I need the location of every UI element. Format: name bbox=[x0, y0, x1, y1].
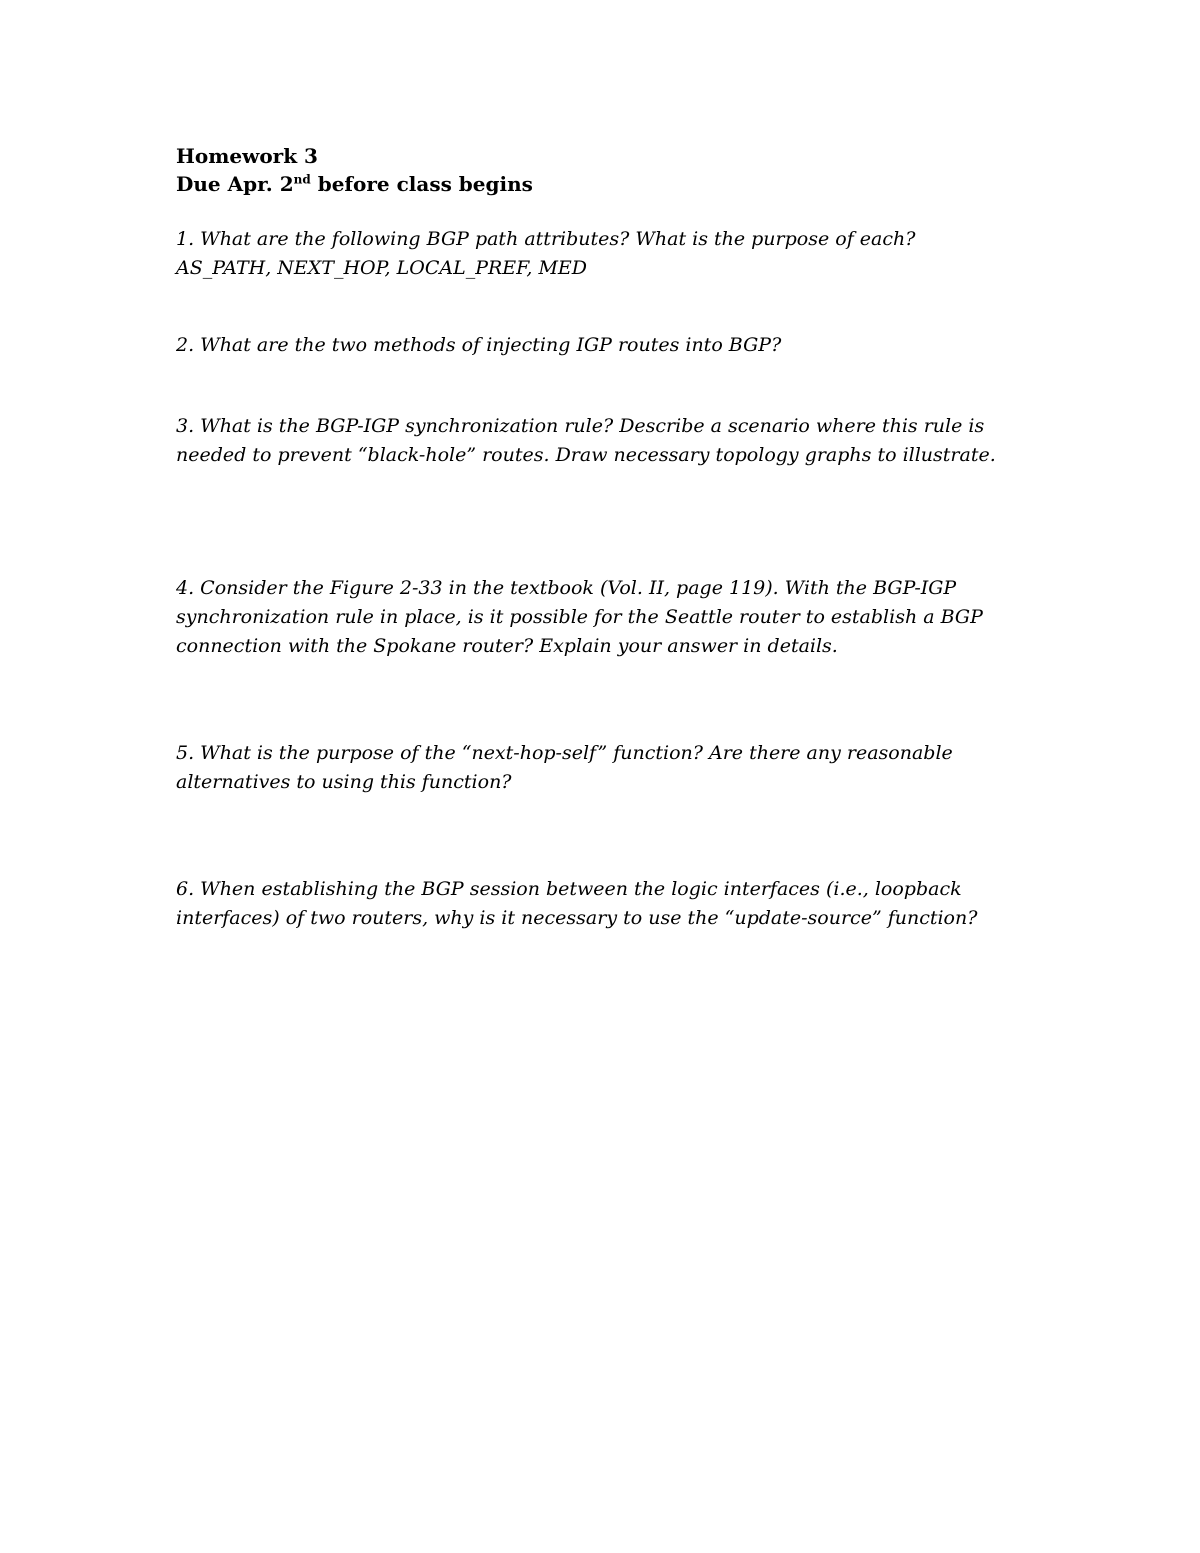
question-5 bbox=[176, 739, 1016, 797]
question-4 bbox=[176, 574, 1016, 661]
due-date-suffix: before class begins bbox=[310, 172, 533, 196]
question-5-line-2: alternatives to using this function? bbox=[176, 771, 512, 793]
question-4-line-3: connection with the Spokane router? Explain your answer in details. bbox=[176, 635, 838, 657]
question-3-line-2: needed to prevent “black-hole” routes. Draw necessary topology graphs to illustrate. bbox=[176, 444, 996, 466]
question-6-line-2: interfaces) of two routers, why is it necessary to use the “update-source” function? bbox=[176, 907, 978, 929]
question-1-line-2: AS_PATH, NEXT_HOP, LOCAL_PREF, MED bbox=[176, 257, 588, 279]
homework-title: Homework 3 bbox=[176, 144, 318, 168]
question-4-line-1: 4. Consider the Figure 2-33 in the textbook (Vol. II, page 119). With the BGP-IGP bbox=[176, 577, 957, 599]
question-2 bbox=[176, 331, 1016, 360]
question-3-line-1: 3. What is the BGP-IGP synchronization rule? Describe a scenario where this rule is bbox=[176, 415, 985, 437]
question-2-line-1: 2. What are the two methods of injecting IGP routes into BGP? bbox=[176, 334, 782, 356]
question-3 bbox=[176, 412, 1016, 470]
question-6 bbox=[176, 875, 1016, 933]
due-date-prefix: Due Apr. 2 bbox=[176, 172, 294, 196]
due-date bbox=[176, 170, 1016, 198]
question-1-line-1: 1. What are the following BGP path attributes? What is the purpose of each? bbox=[176, 228, 916, 250]
due-date-superscript: nd bbox=[293, 172, 311, 187]
question-1 bbox=[176, 225, 1016, 283]
question-4-line-2: synchronization rule in place, is it possible for the Seattle router to establish a BGP bbox=[176, 606, 983, 628]
document-body bbox=[176, 142, 1016, 933]
question-6-line-1: 6. When establishing the BGP session between the logic interfaces (i.e., loopback bbox=[176, 878, 962, 900]
question-5-line-1: 5. What is the purpose of the “next-hop-self” function? Are there any reasonable bbox=[176, 742, 953, 764]
